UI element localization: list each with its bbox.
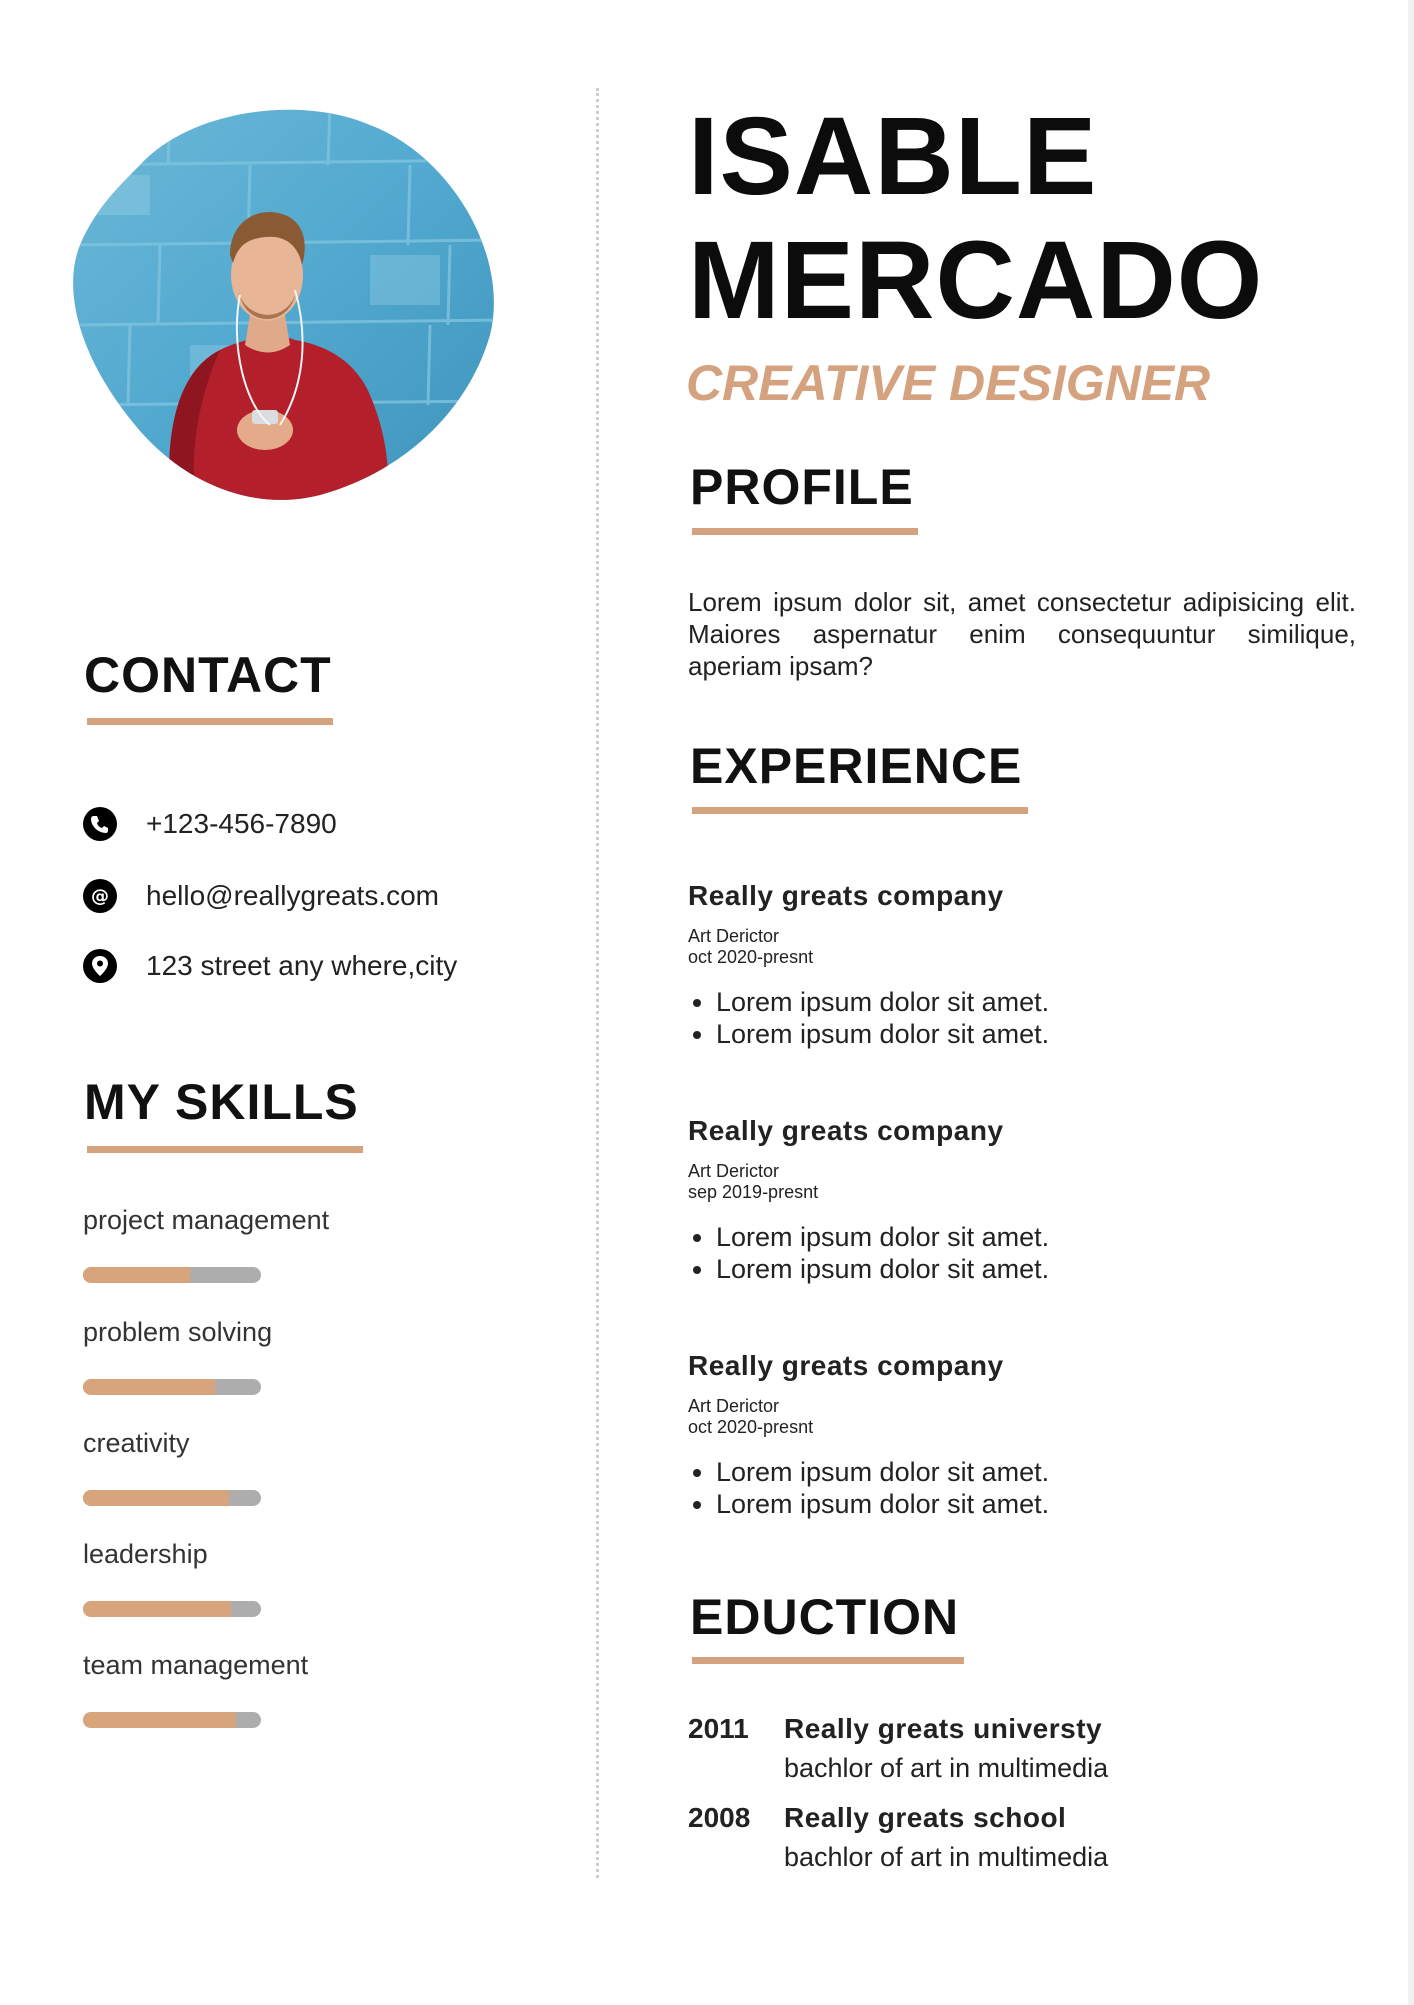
company-name: Really greats company (688, 1350, 1004, 1381)
job-duties (688, 1456, 1288, 1520)
contact-email (82, 878, 439, 914)
job-role: Art Derictor (688, 1396, 780, 1416)
job-dates: sep 2019-presnt (688, 1182, 819, 1202)
skill-bar-fill (83, 1267, 190, 1283)
duty-item: • Lorem ipsum dolor sit amet. (716, 1488, 1288, 1520)
experience-entry (688, 1350, 1288, 1520)
skill-bar-fill (83, 1712, 236, 1728)
job-duties (688, 1221, 1288, 1285)
profile-summary: Lorem ipsum dolor sit, amet consectetur adipisicing elit. Maiores aspernatur enim consequuntur similique, aperiam ipsam? (688, 587, 1356, 681)
skill-bar-track (83, 1490, 261, 1506)
skill-bar-fill (83, 1379, 215, 1395)
degree-name: bachlor of art in multimedia (784, 1842, 1109, 1872)
experience-entry (688, 1115, 1288, 1285)
contact-heading: CONTACT (84, 647, 332, 703)
skill-problem-solving (83, 1317, 403, 1348)
skill-label: problem solving (83, 1317, 273, 1347)
job-duties (688, 986, 1288, 1050)
skills-heading: MY SKILLS (84, 1074, 359, 1130)
experience-entry (688, 880, 1288, 1050)
education-heading: EDUCTION (690, 1589, 960, 1645)
job-role: Art Derictor (688, 926, 780, 946)
skill-project-management (83, 1205, 403, 1236)
phone-icon (82, 806, 118, 842)
candidate-name (688, 95, 1263, 343)
education-heading-underline (692, 1657, 964, 1664)
skill-bar-fill (83, 1601, 231, 1617)
skill-bar-track (83, 1712, 261, 1728)
skill-leadership (83, 1539, 403, 1570)
skills-heading-underline (87, 1146, 363, 1153)
job-role: Art Derictor (688, 1161, 780, 1181)
degree-name: bachlor of art in multimedia (784, 1753, 1109, 1783)
duty-item: • Lorem ipsum dolor sit amet. (716, 1253, 1288, 1285)
skill-bar-track (83, 1267, 261, 1283)
profile-heading: PROFILE (690, 459, 914, 515)
location-pin-icon (82, 948, 118, 984)
contact-heading-underline (87, 718, 333, 725)
education-details (784, 1713, 1108, 1784)
contact-address-text: 123 street any where,city (146, 950, 458, 981)
column-divider (596, 88, 599, 1878)
experience-heading: EXPERIENCE (690, 738, 1023, 794)
page-edge-shadow (1408, 0, 1414, 2005)
education-year: 2011 (688, 1713, 749, 1744)
email-icon (82, 878, 118, 914)
contact-email-text[interactable]: hello@reallygreats.com (146, 880, 439, 911)
first-name: ISABLE (688, 95, 1098, 218)
education-year: 2008 (688, 1802, 751, 1833)
job-dates: oct 2020-presnt (688, 947, 814, 967)
company-name: Really greats company (688, 880, 1004, 911)
school-name: Really greats school (784, 1802, 1067, 1833)
duty-item: • Lorem ipsum dolor sit amet. (716, 1221, 1288, 1253)
skill-label: team management (83, 1650, 309, 1680)
job-dates: oct 2020-presnt (688, 1417, 814, 1437)
skill-label: leadership (83, 1539, 208, 1569)
skill-team-management (83, 1650, 403, 1681)
contact-phone-text[interactable]: +123-456-7890 (146, 808, 337, 839)
job-title: CREATIVE DESIGNER (686, 355, 1211, 411)
profile-photo (70, 105, 500, 500)
school-name: Really greats universty (784, 1713, 1103, 1744)
skill-bar-fill (83, 1490, 229, 1506)
svg-text:@: @ (91, 886, 109, 907)
last-name: MERCADO (688, 219, 1264, 342)
contact-phone (82, 806, 337, 842)
skill-label: creativity (83, 1428, 190, 1458)
education-details (784, 1802, 1108, 1873)
contact-address (82, 948, 457, 984)
skill-bar-track (83, 1601, 261, 1617)
skill-bar-track (83, 1379, 261, 1395)
duty-item: • Lorem ipsum dolor sit amet. (716, 1018, 1288, 1050)
company-name: Really greats company (688, 1115, 1004, 1146)
duty-item: • Lorem ipsum dolor sit amet. (716, 986, 1288, 1018)
profile-heading-underline (692, 528, 918, 535)
skill-creativity (83, 1428, 403, 1459)
skill-label: project management (83, 1205, 330, 1235)
experience-heading-underline (692, 807, 1028, 814)
duty-item: • Lorem ipsum dolor sit amet. (716, 1456, 1288, 1488)
